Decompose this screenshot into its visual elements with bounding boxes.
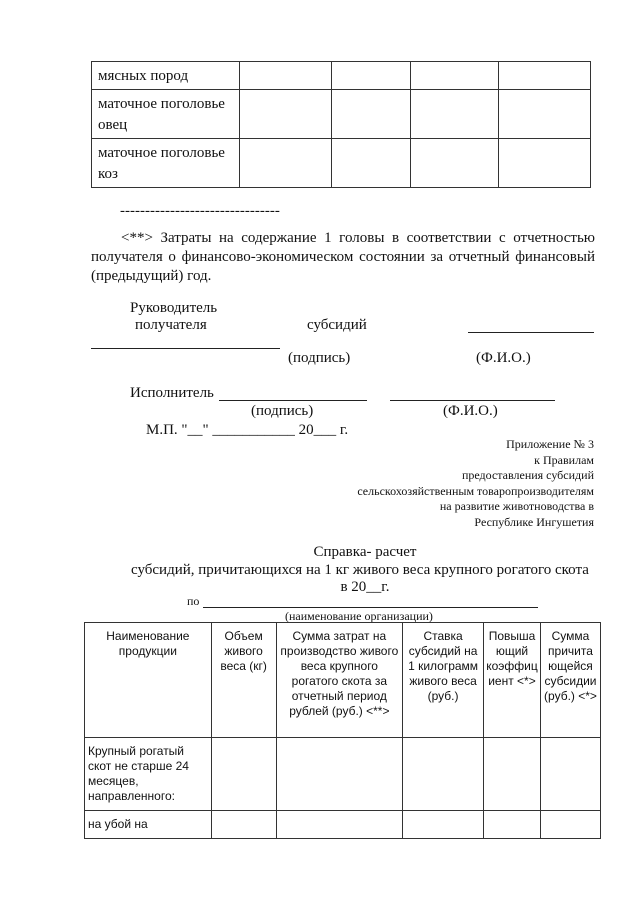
calc-table [84, 622, 601, 839]
col-header-coefficient: Повыша ющий коэффиц иент <*> [484, 623, 541, 738]
org-name-line [203, 607, 538, 608]
table-cell [403, 738, 484, 811]
form-title: Справка- расчет [313, 544, 417, 560]
row-label: Крупный рогатый скот не старше 24 месяцев, направленного: [85, 738, 212, 811]
executor-name-caption: (Ф.И.О.) [443, 403, 498, 419]
table-row [92, 139, 591, 188]
stamp-date-line: М.П. "__" ___________ 20___ г. [146, 422, 349, 438]
col-header-costs: Сумма затрат на производство живого веса крупного рогатого скота за отчетный период рублей (руб.) <**> [276, 623, 403, 738]
name-line [468, 332, 594, 333]
form-year: в 20__г. [340, 579, 390, 595]
footnote-text: <**> Затраты на содержание 1 головы в соответствии с отчетностью получателя о финансово-экономическом состоянии за отчетный финансовый (предыдущий) год. [91, 230, 595, 284]
col-header-rate: Ставка субсидий на 1 килограмм живого веса (руб.) [403, 623, 484, 738]
table-header-row [85, 623, 601, 738]
org-prefix: по [187, 594, 200, 608]
appendix-line: сельскохозяйственным товаропроизводителям [357, 483, 594, 498]
signer-role-line2: получателя [135, 317, 207, 333]
table-row [92, 90, 591, 139]
signer-subsidy: субсидий [307, 317, 367, 333]
table-row [85, 738, 601, 811]
table-cell [239, 139, 331, 188]
table-cell [239, 90, 331, 139]
row-label: мясных пород [92, 62, 240, 90]
livestock-table [91, 61, 591, 188]
table-cell [540, 811, 600, 839]
table-cell [411, 90, 499, 139]
table-cell [411, 139, 499, 188]
table-row [85, 811, 601, 839]
row-label: на убой на [85, 811, 212, 839]
appendix-header [294, 437, 594, 530]
signature-line [91, 348, 280, 349]
footnote-divider: -------------------------------- [120, 203, 280, 219]
appendix-line: предоставления субсидий [461, 468, 594, 482]
table-cell [239, 62, 331, 90]
table-cell [211, 811, 276, 839]
org-caption: (наименование организации) [285, 609, 433, 623]
table-cell [484, 811, 541, 839]
appendix-line: на развитие животноводства в [439, 499, 594, 513]
row-label: маточное поголовье коз [92, 139, 240, 188]
executor-label: Исполнитель [130, 385, 214, 401]
table-cell [211, 738, 276, 811]
table-row [92, 62, 591, 90]
table-cell [276, 811, 403, 839]
table-cell [499, 62, 591, 90]
table-cell [276, 738, 403, 811]
name-caption: (Ф.И.О.) [476, 350, 531, 366]
signer-role-line1: Руководитель [130, 300, 218, 316]
table-cell [499, 139, 591, 188]
table-cell [331, 62, 411, 90]
table-cell [331, 139, 411, 188]
table-cell [403, 811, 484, 839]
col-header-subsidy-sum: Сумма причита ющейся субсидии (руб.) <*> [540, 623, 600, 738]
executor-sign-caption: (подпись) [251, 403, 314, 419]
col-header-product: Наименование продукции [85, 623, 212, 738]
executor-signature-line [219, 400, 367, 401]
row-label: маточное поголовье овец [92, 90, 240, 139]
table-cell [331, 90, 411, 139]
sign-caption: (подпись) [288, 350, 351, 366]
table-cell [499, 90, 591, 139]
appendix-line: к Правилам [534, 452, 594, 467]
table-cell [540, 738, 600, 811]
appendix-line: Приложение № 3 [506, 437, 594, 451]
table-cell [484, 738, 541, 811]
executor-name-line [390, 400, 555, 401]
table-cell [411, 62, 499, 90]
col-header-volume: Объем живого веса (кг) [211, 623, 276, 738]
form-subtitle: субсидий, причитающихся на 1 кг живого веса крупного рогатого скота [131, 562, 589, 578]
appendix-line: Республике Ингушетия [474, 514, 594, 529]
